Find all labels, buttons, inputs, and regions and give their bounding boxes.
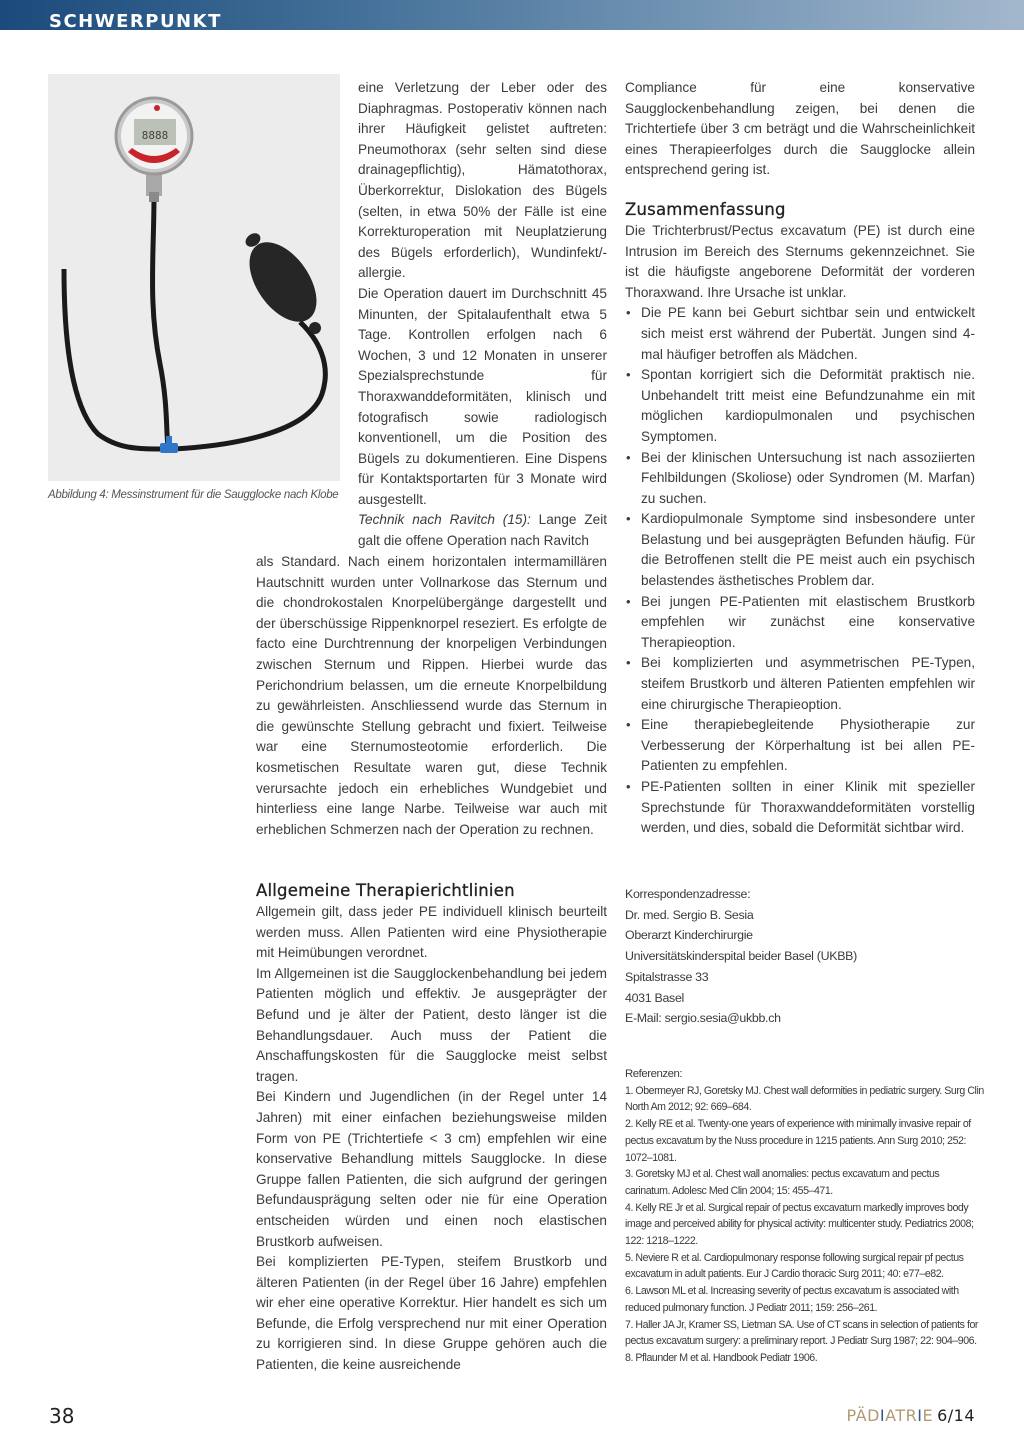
paragraph: Allgemein gilt, dass jeder PE individuell klinisch beurteilt werden muss. Allen Patienten wird eine Physiotherapie mit Heimübungen verordnet. <box>256 904 607 961</box>
logo-part: I <box>917 1406 923 1425</box>
paragraph: Im Allgemeinen ist die Saugglockenbehandlung bei jedem Patienten möglich und effektiv. Je ausgeprägter der Befund und je älter der Patient, desto länger ist die Behandlungsdauer. Auch muss der Patient die Anschaffungskosten für die Saugglocke meist selbst tragen. <box>256 965 607 1084</box>
article-column-upper-middle <box>358 78 607 552</box>
article-column-ravitch-continued <box>256 552 607 840</box>
references <box>625 1066 985 1367</box>
svg-text:8888: 8888 <box>141 129 169 142</box>
logo-part: PÄD <box>846 1406 880 1425</box>
contact-email[interactable]: E-Mail: sergio.sesia@ukbb.ch <box>625 1011 781 1026</box>
paragraph: Bei komplizierten PE-Typen, steifem Brustkorb und älteren Patienten (in der Regel über 16 Jahre) empfehlen wir eher eine operative Korrektur. Hier handelt es sich um Befunde, die Erfolg versprechend nur mit einer Operation zu korrigieren sind. In diese Gruppe gehören auch die Patienten, die keine ausreichende <box>256 1254 607 1373</box>
bullet-icon: • <box>626 511 631 527</box>
logo-part: E <box>922 1406 934 1425</box>
bullet-icon: • <box>626 779 631 794</box>
references-heading: Referenzen: <box>625 1068 683 1080</box>
bullet-item: • Bei komplizierten und asymmetrischen PE-Typen, steifem Brustkorb und älteren Patienten empfehlen wir eine chirurgische Therapieoption. <box>626 655 975 712</box>
paragraph: als Standard. Nach einem horizontalen intermamillären Hautschnitt wurden unter Vollnarkose das Sternum und die chondrokostalen Knorpelübergänge dargestellt und der überschüssige Rippenknorpel reseziert. Es erfolgte de facto eine Durchtrennung der knorpeligen Verbindungen zwischen Sternum und Rippen. Hierbei wurde das Perichondrium belassen, um die erneute Knorpelbildung zu gewährleisten. Anschliessend wurde das Sternum in die gewünschte Stellung gebracht und fixiert. Teilweise war eine Sternumosteotomie erforderlich. Die kosmetischen Resultate waren gut, diese Technik verursachte jedoch ein erhebliches Wundgebiet und hinterliess eine lange Narbe. Teilweise war auch mit erheblichen Schmerzen nach der Operation zu rechnen. <box>256 554 607 837</box>
logo-part: ATR <box>885 1406 918 1425</box>
contact-heading: Korrespondenzadresse: <box>625 887 751 901</box>
paragraph-ravitch <box>358 510 607 551</box>
pressure-gauge-illustration <box>48 74 340 481</box>
figure-caption: Abbildung 4: Messinstrument für die Saugglocke nach Klobe <box>48 489 339 501</box>
summary-intro: Die Trichterbrust/Pectus excavatum (PE) ist durch eine Intrusion im Bereich des Sternums gekennzeichnet. Sie ist die häufigste angeborene Deformität der vorderen Thoraxwand. Ihre Ursache ist unklar. <box>625 222 975 300</box>
reference-item: 2. Kelly RE et al. Twenty-one years of experience with minimally invasive repair of pectus excavatum by the Nuss procedure in 1215 patients. Ann Surg 2010; 252: 1072–1081. <box>625 1118 971 1164</box>
correspondence-address <box>625 884 985 1029</box>
paragraph: Bei Kindern und Jugendlichen (in der Regel unter 14 Jahren) mit einer einfachen beziehungsweise milden Form von PE (Trichtertiefe < 3 cm) empfehlen wir eine konservative Behandlung mittels Saugglocke. In diese Gruppe fallen Patienten, die sich aufgrund der geringen Befundausprägung selten oder nie für eine Operation entscheiden würden und einen noch elastischen Brustkorb aufweisen. <box>256 1089 607 1249</box>
bullet-icon: • <box>626 717 631 733</box>
bullet-item: • Spontan korrigiert sich die Deformität praktisch nie. Unbehandelt tritt meist eine Befundzunahme ein mit möglichen kardiopulmonalen und psychischen Symptomen. <box>626 367 975 444</box>
bullet-icon: • <box>626 305 631 321</box>
paragraph: eine Verletzung der Leber oder des Diaphragmas. Postoperativ können nach ihrer Häufigkeit gelistet auftreten: Pneumothorax (sehr selten sind diese drainagepflichtig), Hämatothorax, Überkorrektur, Dislokation des Bügels (selten, in etwa 50% der Fälle ist eine Korrekturoperation mit Neuplatzierung des Bügels erforderlich), Wundinfekt/-allergie. <box>358 80 607 281</box>
article-section-therapy-guidelines <box>256 880 607 1376</box>
reference-item: 7. Haller JA Jr, Kramer SS, Lietman SA. Use of CT scans in selection of patients for pectus excavatum surgery: a preliminary report. J Pediatr Surg 1987; 22: 904–906. <box>625 1318 978 1348</box>
bullet-item: • Die PE kann bei Geburt sichtbar sein und entwickelt sich meist erst während der Pubertät. Jungen sind 4-mal häufiger betroffen als Mädchen. <box>626 305 975 362</box>
ravitch-label: Technik nach Ravitch (15): <box>358 512 531 528</box>
bullet-item: • Bei der klinischen Untersuchung ist nach assoziierten Fehlbildungen (Skoliose) oder Syndromen (M. Marfan) zu suchen. <box>626 449 975 506</box>
issue-number: 6/14 <box>937 1406 975 1425</box>
reference-item: 3. Goretsky MJ et al. Chest wall anomalies: pectus excavatum and pectus carinatum. Adolesc Med Clin 2004; 15: 455–471. <box>625 1168 940 1197</box>
logo-part: I <box>879 1406 886 1425</box>
reference-item: 8. Pflaunder M et al. Handbook Pediatr 1906. <box>625 1351 818 1364</box>
reference-item: 5. Neviere R et al. Cardiopulmonary response following surgical repair pf pectus excavatum in adult patients. Eur J Cardio thoracic Surg 2011; 40: e77–e82. <box>625 1251 964 1281</box>
section-label: SCHWERPUNKT <box>49 11 222 32</box>
contact-institution: Universitätskinderspital beider Basel (UKBB) <box>625 949 857 964</box>
bullet-icon: • <box>626 593 631 609</box>
contact-street: Spitalstrasse 33 <box>625 969 709 984</box>
page-number: 38 <box>49 1404 75 1428</box>
summary-bullet-list <box>625 303 975 838</box>
paragraph: Compliance für eine konservative Saugglockenbehandlung zeigen, bei denen die Trichtertiefe über 3 cm beträgt und die Wahrscheinlichkeit eines Therapieerfolges durch die Saugglocke allein entsprechend gering ist. <box>625 80 975 178</box>
bullet-icon: • <box>626 367 631 383</box>
article-column-right <box>625 78 975 839</box>
journal-logo <box>847 1406 975 1425</box>
reference-item: 4. Kelly RE Jr et al. Surgical repair of pectus excavatum markedly improves body image and perceived ability for physical activity: multicenter study. Pediatrics 2008; 122: 1218–1222. <box>625 1201 974 1248</box>
contact-city: 4031 Basel <box>625 990 685 1005</box>
ravitch-text-start: Lange Zeit galt die offene Operation nach Ravitch <box>358 512 608 549</box>
paragraph: Die Operation dauert im Durchschnitt 45 Minunten, der Spitalaufenthalt etwa 5 Tage. Kontrollen erfolgen nach 6 Wochen, 3 und 12 Monaten in unserer Spezialsprechstunde für Thoraxwanddeformitäten, klinisch und fotografisch sowie radiologisch konventionell, um die Position des Bügels zu dokumentieren. Eine Dispens für Kontaktsportarten für 3 Monate wird ausgestellt. <box>358 285 607 507</box>
bullet-item: • Kardiopulmonale Symptome sind insbesondere unter Belastung und bei ausgeprägten Befunden häufig. Für die Betroffenen stellt die PE meist auch ein psychisch belastendes ästhetisches Problem dar. <box>626 511 975 589</box>
reference-item: 1. Obermeyer RJ, Goretsky MJ. Chest wall deformities in pediatric surgery. Surg Clin North Am 2012; 92: 669–684. <box>625 1084 984 1114</box>
bullet-item: • Eine therapiebegleitende Physiotherapie zur Verbesserung der Körperhaltung ist bei allen PE-Patienten zu empfehlen. <box>626 717 975 774</box>
bullet-item: • Bei jungen PE-Patienten mit elastischem Brustkorb empfehlen wir zunächst eine konservative Therapieoption. <box>626 593 975 650</box>
reference-item: 6. Lawson ML et al. Increasing severity of pectus excavatum is associated with reduced pulmonary function. J Pediatr 2011; 159: 256–261. <box>625 1285 959 1314</box>
section-heading-summary: Zusammenfassung <box>625 199 786 219</box>
contact-title: Oberarzt Kinderchirurgie <box>625 928 753 943</box>
bullet-icon: • <box>626 655 631 671</box>
contact-name: Dr. med. Sergio B. Sesia <box>625 907 754 922</box>
figure-photo <box>48 74 340 481</box>
bullet-item: • PE-Patienten sollten in einer Klinik mit spezieller Sprechstunde für Thoraxwanddeformitäten vorstellig werden, und dies, sobald die Deformität sichtbar wird. <box>626 779 975 836</box>
section-heading: Allgemeine Therapierichtlinien <box>256 881 515 900</box>
bullet-icon: • <box>626 449 631 465</box>
